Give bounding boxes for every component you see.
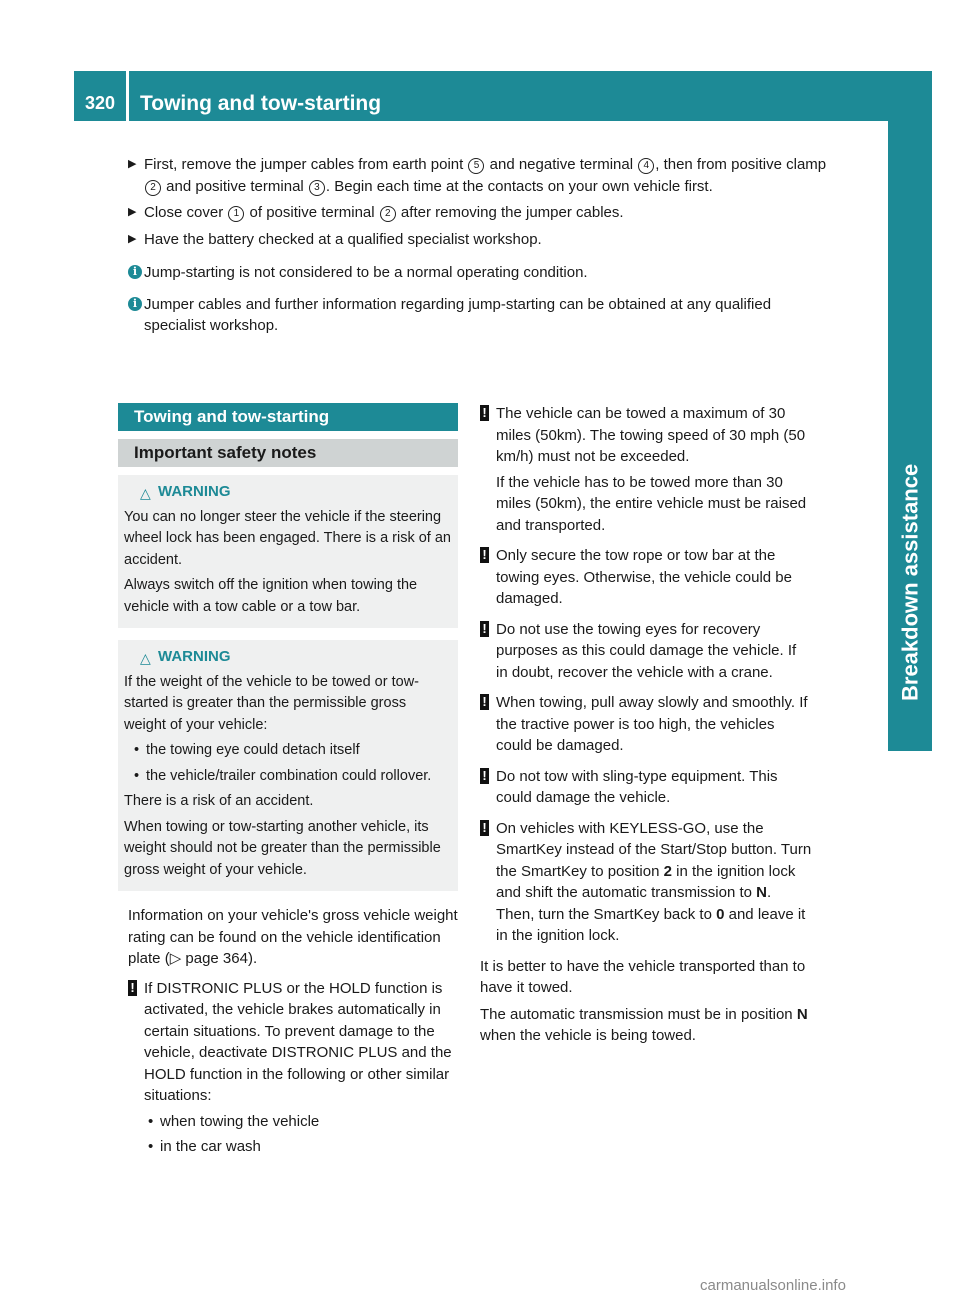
caution-note: ! If DISTRONIC PLUS or the HOLD function is activated, the vehicle brakes automatically in certain situations. To prevent damage to the vehicle, deactivate DISTRONIC PLUS and the HOLD function in the following or other similar situations: • when towing the vehicle • in the car wash [118,978,458,1158]
header-divider [126,71,129,121]
warning-text: When towing or tow-starting another vehicle, its weight should not be greater than the permissible gross weight of your vehicle. [124,818,441,878]
callout-3: 3 [309,180,325,196]
info-icon: i [128,265,142,279]
caution-note: ! Do not use the towing eyes for recovery purposes as this could damage the vehicle. If in doubt, recover the vehicle with a crane. [480,619,812,684]
exclamation-icon: ! [480,694,489,710]
warning-triangle-icon: △ [140,650,151,666]
step-arrow-icon: ▶ [128,158,137,170]
body-paragraph: The automatic transmission must be in position N when the vehicle is being towed. [480,1005,808,1044]
watermark: carmanualsonline.info [700,1277,846,1294]
exclamation-icon: ! [480,621,489,637]
caution-bullet: • in the car wash [144,1136,458,1158]
step-close-cover: ▶ Close cover 1 of positive terminal 2 after removing the jumper cables. [128,202,828,224]
side-tab-label: Breakdown assistance [897,463,923,701]
callout-2: 2 [145,180,161,196]
warning-bullet: • the towing eye could detach itself [130,740,452,762]
caution-note: ! Only secure the tow rope or tow bar at the towing eyes. Otherwise, the vehicle could be damaged. [480,545,812,610]
warning-bullet: • the vehicle/trailer combination could rollover. [130,766,452,788]
warning-text: If the weight of the vehicle to be towed or tow-started is greater than the permissible gross weight of your vehicle: [124,673,419,733]
warning-title: △ WARNING [124,646,452,668]
page-title: Towing and tow-starting [140,92,382,115]
body-paragraph: Information on your vehicle's gross vehicle weight rating can be found on the vehicle identification plate (▷ page 364). [128,907,458,967]
step-arrow-icon: ▶ [128,206,137,218]
step-remove-cables: ▶ First, remove the jumper cables from earth point 5 and negative terminal 4 , then from positive clamp 2 and positive terminal 3 . Begin each time at the contacts on your own vehicle first. [128,156,827,195]
exclamation-icon: ! [128,980,137,996]
info-note: i Jump-starting is not considered to be a normal operating condition. [128,262,828,284]
exclamation-icon: ! [480,768,489,784]
caution-note: ! Do not tow with sling-type equipment. This could damage the vehicle. [480,766,812,809]
warning-title: △ WARNING [124,481,452,503]
side-tab-label-wrap [888,71,932,701]
callout-4: 4 [638,158,654,174]
callout-2: 2 [380,206,396,222]
caution-note: ! When towing, pull away slowly and smoothly. If the tractive power is too high, the vehicles could be damaged. [480,692,812,757]
caution-note: ! On vehicles with KEYLESS-GO, use the SmartKey instead of the Start/Stop button. Turn the SmartKey to position 2 in the ignition lock and shift the automatic transmission to N. Then, turn the SmartKey back to 0 and leave it in the ignition lock. [480,818,812,947]
warning-text: There is a risk of an accident. [124,793,314,809]
info-note: i Jumper cables and further information regarding jump-starting can be obtained at any qualified specialist workshop. [128,294,828,337]
left-column [118,403,458,1167]
caution-note: ! The vehicle can be towed a maximum of 30 miles (50km). The towing speed of 30 mph (50 km/h) must not be exceeded. If the vehicle has to be towed more than 30 miles (50km), the entire vehicle must be raised and transported. [480,403,812,536]
step-arrow-icon: ▶ [128,232,137,245]
exclamation-icon: ! [480,547,489,563]
top-instructions [128,154,828,347]
right-column [480,403,812,1052]
warning-triangle-icon: △ [140,485,151,501]
step-check-battery: ▶ Have the battery checked at a qualified specialist workshop. [128,229,828,251]
warning-text: You can no longer steer the vehicle if the steering wheel lock has been engaged. There is a risk of an accident. [124,508,451,568]
info-icon: i [128,297,142,311]
callout-1: 1 [228,206,244,222]
warning-box [118,640,458,891]
caution-bullet: • when towing the vehicle [144,1111,458,1133]
callout-5: 5 [468,158,484,174]
page-number: 320 [84,93,116,113]
warning-text: Always switch off the ignition when towing the vehicle with a tow cable or a tow bar. [124,577,418,615]
subsection-heading: Important safety notes [118,439,458,467]
section-heading: Towing and tow-starting [118,403,458,431]
exclamation-icon: ! [480,820,489,836]
body-paragraph: It is better to have the vehicle transported than to have it towed. [480,957,806,996]
exclamation-icon: ! [480,405,489,421]
warning-box [118,475,458,628]
